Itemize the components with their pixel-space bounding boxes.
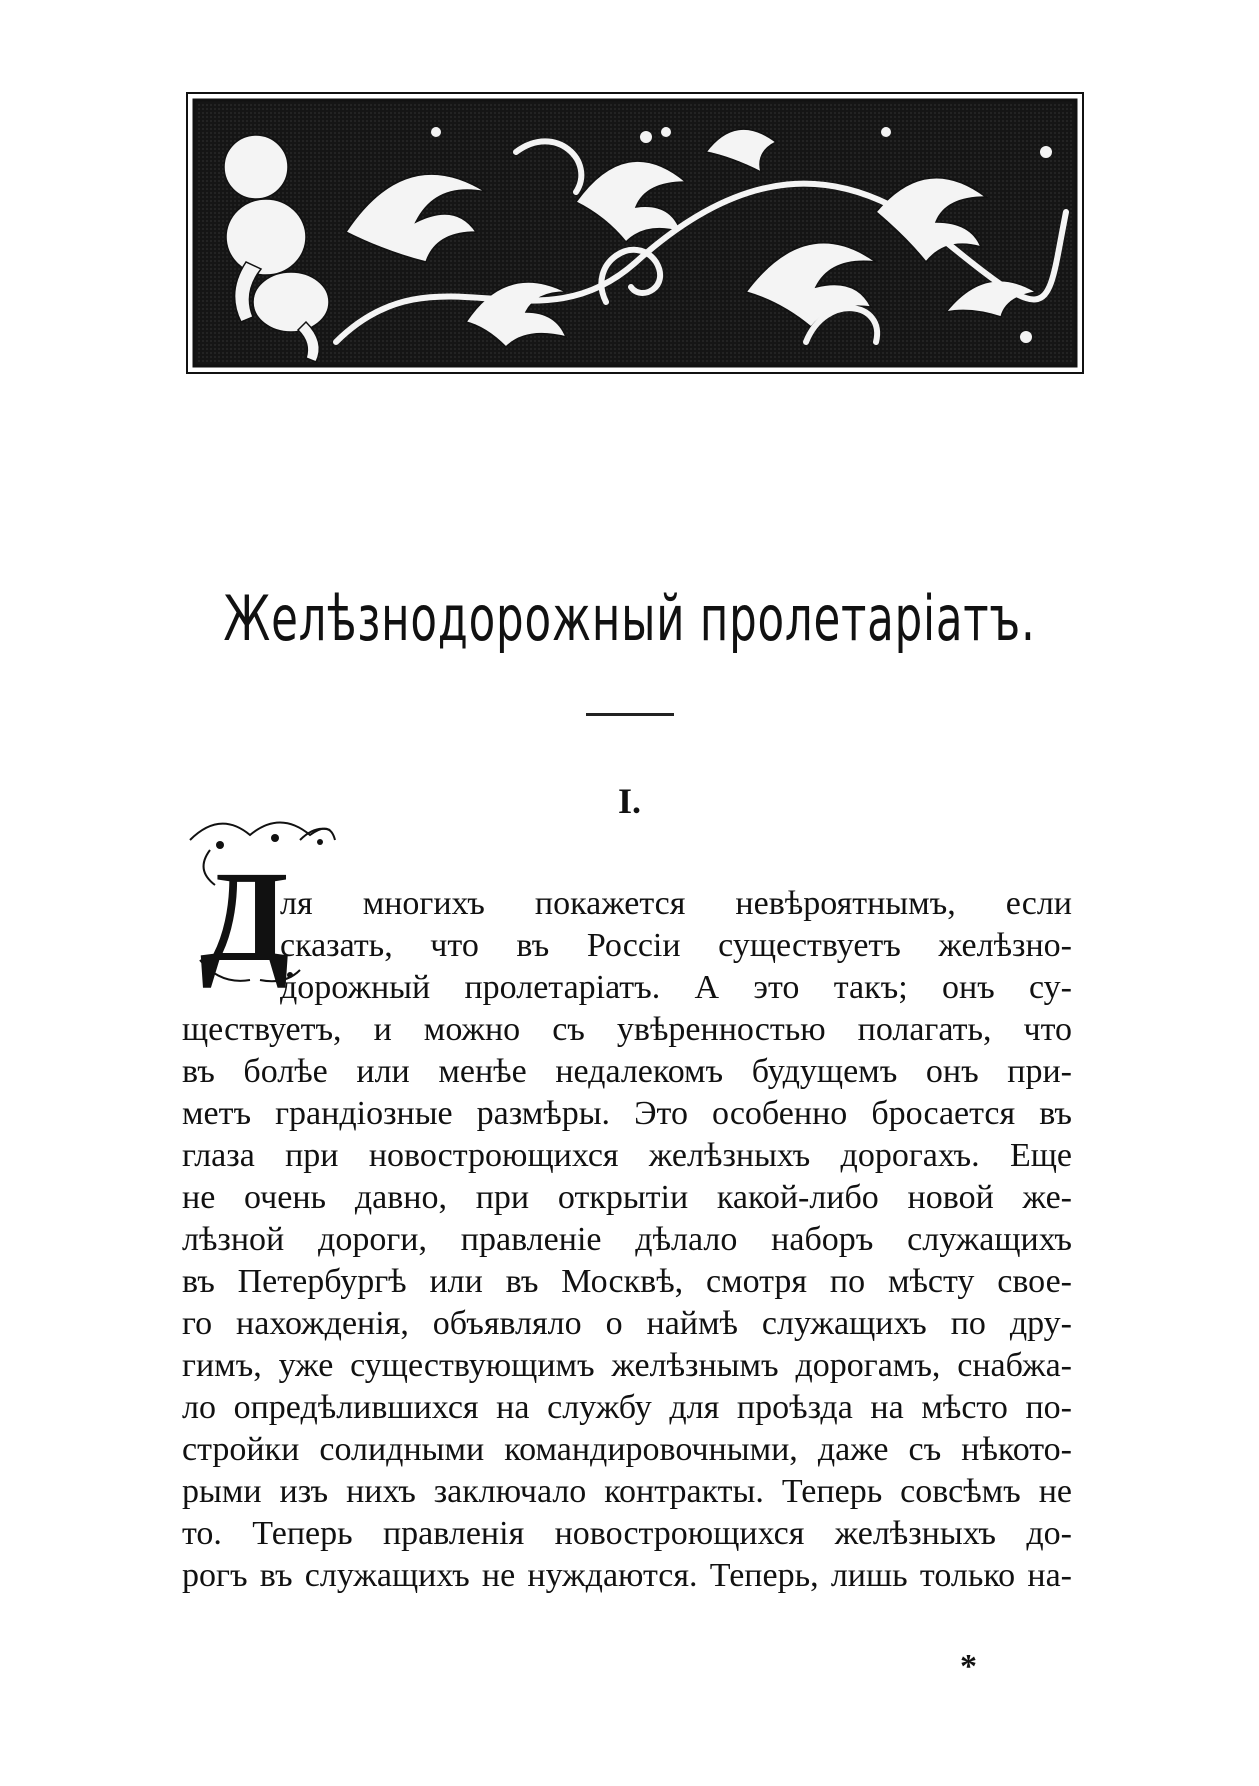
text-line: гимъ, уже существующимъ желѣзнымъ дорогамъ, снабжа- bbox=[182, 1347, 1072, 1384]
text-line: стройки солидными командировочными, даже съ нѣкото- bbox=[182, 1431, 1072, 1468]
dropcap-letter: Д bbox=[200, 845, 290, 989]
text-line: то. Теперь правленія новостроющихся желѣзныхъ до- bbox=[182, 1515, 1072, 1552]
text-line: въ болѣе или менѣе недалекомъ будущемъ онъ при- bbox=[182, 1053, 1072, 1090]
text-line: ло опредѣлившихся на службу для проѣзда на мѣсто по- bbox=[182, 1389, 1072, 1426]
text-line: рогъ въ служащихъ не нуждаются. Теперь, лишь только на- bbox=[182, 1557, 1072, 1594]
section-number: I. bbox=[617, 781, 641, 821]
text-line: го нахожденія, объявляло о наймѣ служащихъ по дру- bbox=[182, 1305, 1072, 1342]
text-line: сказать, что въ Россіи существуетъ желѣзно- bbox=[280, 927, 1072, 964]
chapter-title: Желѣзнодорожный пролетаріатъ. bbox=[223, 582, 1036, 655]
text-line: въ Петербургѣ или въ Москвѣ, смотря по мѣсту свое- bbox=[182, 1263, 1072, 1300]
text-line: дорожный пролетаріатъ. А это такъ; онъ су- bbox=[280, 969, 1072, 1006]
text-line: метъ грандіозные размѣры. Это особенно бросается въ bbox=[182, 1095, 1072, 1132]
text-line: лѣзной дороги, правленіе дѣлало наборъ служащихъ bbox=[182, 1221, 1072, 1258]
text-line: не очень давно, при открытіи какой-либо новой же- bbox=[182, 1179, 1072, 1216]
text-line: ля многихъ покажется невѣроятнымъ, если bbox=[280, 885, 1072, 922]
text-line: рыми изъ нихъ заключало контракты. Теперь совсѣмъ не bbox=[182, 1473, 1072, 1510]
footnote-mark: * bbox=[960, 1648, 977, 1685]
text-line: глаза при новостроющихся желѣзныхъ дорогахъ. Еще bbox=[182, 1137, 1072, 1174]
text-line: ществуетъ, и можно съ увѣренностью полагать, что bbox=[182, 1011, 1072, 1048]
